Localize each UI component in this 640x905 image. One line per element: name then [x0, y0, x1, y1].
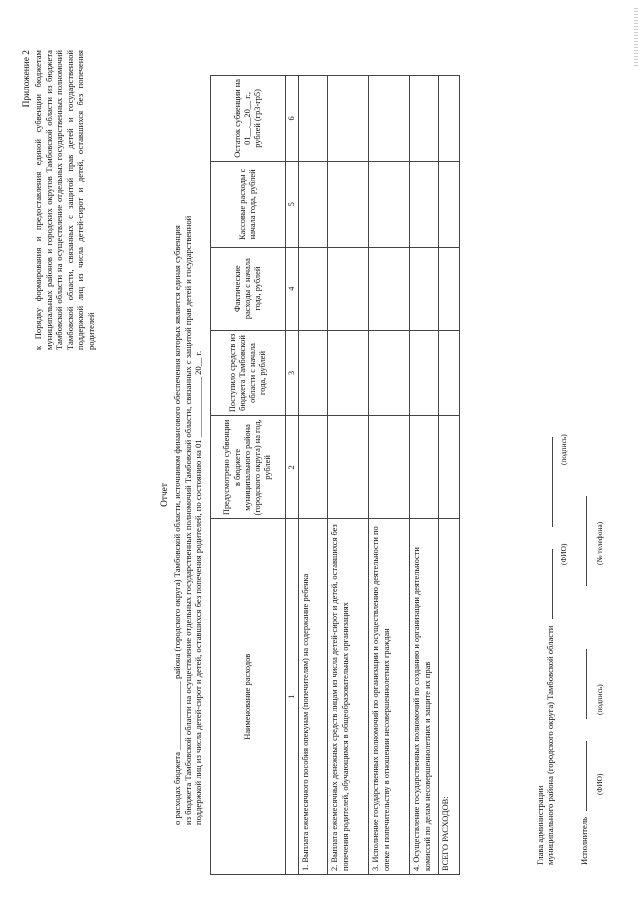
value-cell: [328, 161, 369, 247]
column-number: 4: [286, 247, 299, 330]
value-cell: [439, 416, 460, 519]
signature-caption: (подпись): [559, 434, 569, 465]
value-cell: [369, 330, 410, 416]
value-cell: [299, 416, 328, 519]
column-number: 1: [286, 519, 299, 875]
head-signature-row: [545, 65, 559, 865]
column-number-row: [286, 76, 299, 875]
executor-row: [579, 65, 595, 865]
value-cell: [439, 161, 460, 247]
executor-fio-caption: (ФИО): [595, 773, 605, 795]
value-cell: [328, 330, 369, 416]
value-cell: [328, 76, 369, 162]
executor-caption-row: [595, 65, 609, 865]
value-cell: [328, 247, 369, 330]
value-cell: [369, 76, 410, 162]
value-cell: [410, 161, 439, 247]
table-row: [369, 76, 410, 875]
table-row: [410, 76, 439, 875]
value-cell: [410, 330, 439, 416]
report-line-1: о расходах бюджета ________________ района (городского округа) Тамбовской области, источником финансового обеспечения которых является единая субвенция: [172, 225, 183, 825]
header-cell: Предусмотрено субвенции в бюджете муниципального района (городского округа) на год, рублей: [211, 416, 286, 519]
value-cell: [369, 416, 410, 519]
row-label: 1. Выплата ежемесячного пособия опекунам (попечителям) на содержание ребенка: [299, 519, 328, 875]
executor-signature-caption: (подпись): [595, 684, 605, 715]
header-cell: Фактические расходы с начала года, рублей: [211, 247, 286, 330]
value-cell: [410, 416, 439, 519]
executor-fio-line: [586, 741, 587, 811]
value-cell: [299, 76, 328, 162]
header-cell: Кассовые расходы с начала года, рублей: [211, 161, 286, 247]
report-title-block: [160, 165, 204, 825]
fio-line: [552, 549, 553, 619]
phone-line: [586, 496, 587, 586]
report-line-2: из бюджета Тамбовской области на осуществление отдельных государственных полномочий Тамбовской области, связанных с защитой прав детей и государственной: [182, 215, 193, 825]
header-cell: Остаток субвенции на 01__.__20__ г., рублей (гр3-гр5): [211, 76, 286, 162]
column-number: 5: [286, 161, 299, 247]
table-row-total: [439, 76, 460, 875]
value-cell: [410, 76, 439, 162]
table-header-row: [211, 76, 286, 875]
value-cell: [410, 247, 439, 330]
signature-line: [552, 437, 553, 527]
appendix-text: к Порядку формирования и предоставления единой субвенции бюджетам муниципальных районов и городских округов Тамбовской области из бюджета Тамбовской области на осуществление отдельных государственных полномочий Тамбовской области, связанных с защитой прав детей и государственной поддержкой лиц из числа детей-сирот и детей, оставшихся без попечения родителей: [33, 50, 96, 350]
row-label: 2. Выплата ежемесячных денежных средств лицам из числа детей-сирот и детей, оставшихся без попечения родителей, обучающимся в общеобразовательных организациях: [328, 519, 369, 875]
expense-table: [210, 75, 460, 875]
report-title: Отчет: [160, 483, 170, 507]
row-label: ВСЕГО РАСХОДОВ:: [439, 519, 460, 875]
table-row: [328, 76, 369, 875]
value-cell: [299, 247, 328, 330]
column-number: 3: [286, 330, 299, 416]
header-cell: Поступило средств из бюджета Тамбовской области с начала года, рублей: [211, 330, 286, 416]
report-line-3: поддержкой лиц из числа детей-сирот и детей, оставшихся без попечения родителей, по состоянию на 01 ______________ 20__ г.: [193, 350, 204, 825]
row-label: 4. Осуществление государственных полномочий по созданию и организации деятельности комиссий по делам несовершеннолетних и защите их прав: [410, 519, 439, 875]
table-row: [299, 76, 328, 875]
appendix-block: [22, 50, 96, 350]
column-number: 6: [286, 76, 299, 162]
phone-caption: (№ телефона): [595, 521, 605, 565]
appendix-header: Приложение 2: [22, 50, 32, 108]
executor-signature-line: [586, 649, 587, 719]
column-number: 2: [286, 416, 299, 519]
head-title-2: муниципального района (городского округа) Тамбовской области: [545, 625, 556, 865]
header-cell: Наименование расходов: [211, 519, 286, 875]
value-cell: [439, 330, 460, 416]
value-cell: [439, 247, 460, 330]
signature-block: [535, 65, 609, 865]
head-title-1: Глава администрации: [535, 785, 545, 865]
value-cell: [439, 76, 460, 162]
value-cell: [328, 416, 369, 519]
value-cell: [369, 247, 410, 330]
executor-label: Исполнитель: [579, 816, 590, 865]
row-label: 3. Исполнение государственных полномочий по организации и осуществлению деятельности по опеке и попечительству в отношении несовершеннолетних граждан: [369, 519, 410, 875]
value-cell: [299, 330, 328, 416]
value-cell: [299, 161, 328, 247]
head-caption-row: [559, 65, 573, 865]
fio-caption: (ФИО): [559, 543, 569, 565]
value-cell: [369, 161, 410, 247]
